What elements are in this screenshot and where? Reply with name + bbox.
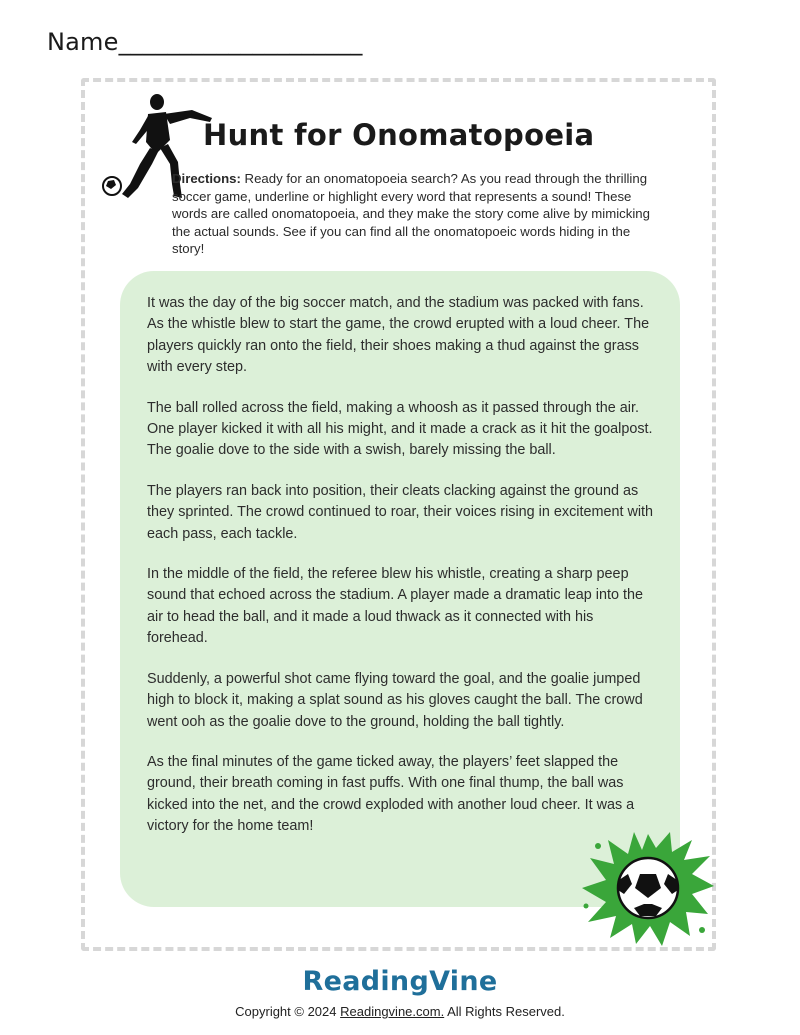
story-paragraph: The players ran back into position, their cleats clacking against the ground as they sprinted. The crowd continued to roar, their voices rising in excitement with each pass, each tackle.	[147, 482, 654, 542]
name-field-label: Name____________________	[47, 28, 363, 56]
copyright-notice	[0, 1004, 800, 1019]
story-panel	[120, 271, 680, 907]
story-paragraph: In the middle of the field, the referee blew his whistle, creating a sharp peep sound that echoed across the stadium. A player made a dramatic leap into the air to head the ball, and it made a loud thwack as it connected with his forehead.	[147, 566, 643, 647]
readingvine-link[interactable]: Readingvine.com.	[340, 1004, 445, 1019]
soccer-ball-splat-icon	[578, 826, 718, 950]
story-paragraph: The ball rolled across the field, making a whoosh as it passed through the air. One player kicked it with all his might, and it made a crack as it hit the goalpost. The goalie dove to the side with a swish, barely missing the ball.	[147, 399, 653, 459]
directions-label: Directions:	[172, 171, 241, 186]
copyright-suffix: All Rights Reserved.	[444, 1004, 565, 1019]
story-paragraph: Suddenly, a powerful shot came flying toward the goal, and the goalie jumped high to block it, making a splat sound as his gloves caught the ball. The crowd went ooh as the goalie dove to the ground, holding the ball tightly.	[147, 670, 643, 730]
copyright-prefix: Copyright © 2024	[235, 1004, 341, 1019]
story-paragraph: As the final minutes of the game ticked away, the players’ feet slapped the ground, their breath coming in fast puffs. With one final thump, the ball was kicked into the net, and the crowd exploded with another loud cheer. It was a victory for the home team!	[147, 753, 635, 835]
story-paragraph: It was the day of the big soccer match, and the stadium was packed with fans. As the whistle blew to start the game, the crowd erupted with a loud cheer. The players quickly ran onto the field, their shoes making a thud against the grass with every step.	[147, 295, 650, 376]
directions-text: Ready for an onomatopoeia search? As you read through the thrilling soccer game, underline or highlight every word that represents a sound! These words are called onomatopoeia, and they make the story come alive by mimicking the actual sounds. See if you can find all the onomatopoeic words hiding in the story!	[172, 171, 650, 256]
worksheet-title: Hunt for Onomatopoeia	[203, 118, 595, 152]
readingvine-logo: ReadingVine	[302, 966, 498, 997]
directions	[172, 170, 652, 258]
